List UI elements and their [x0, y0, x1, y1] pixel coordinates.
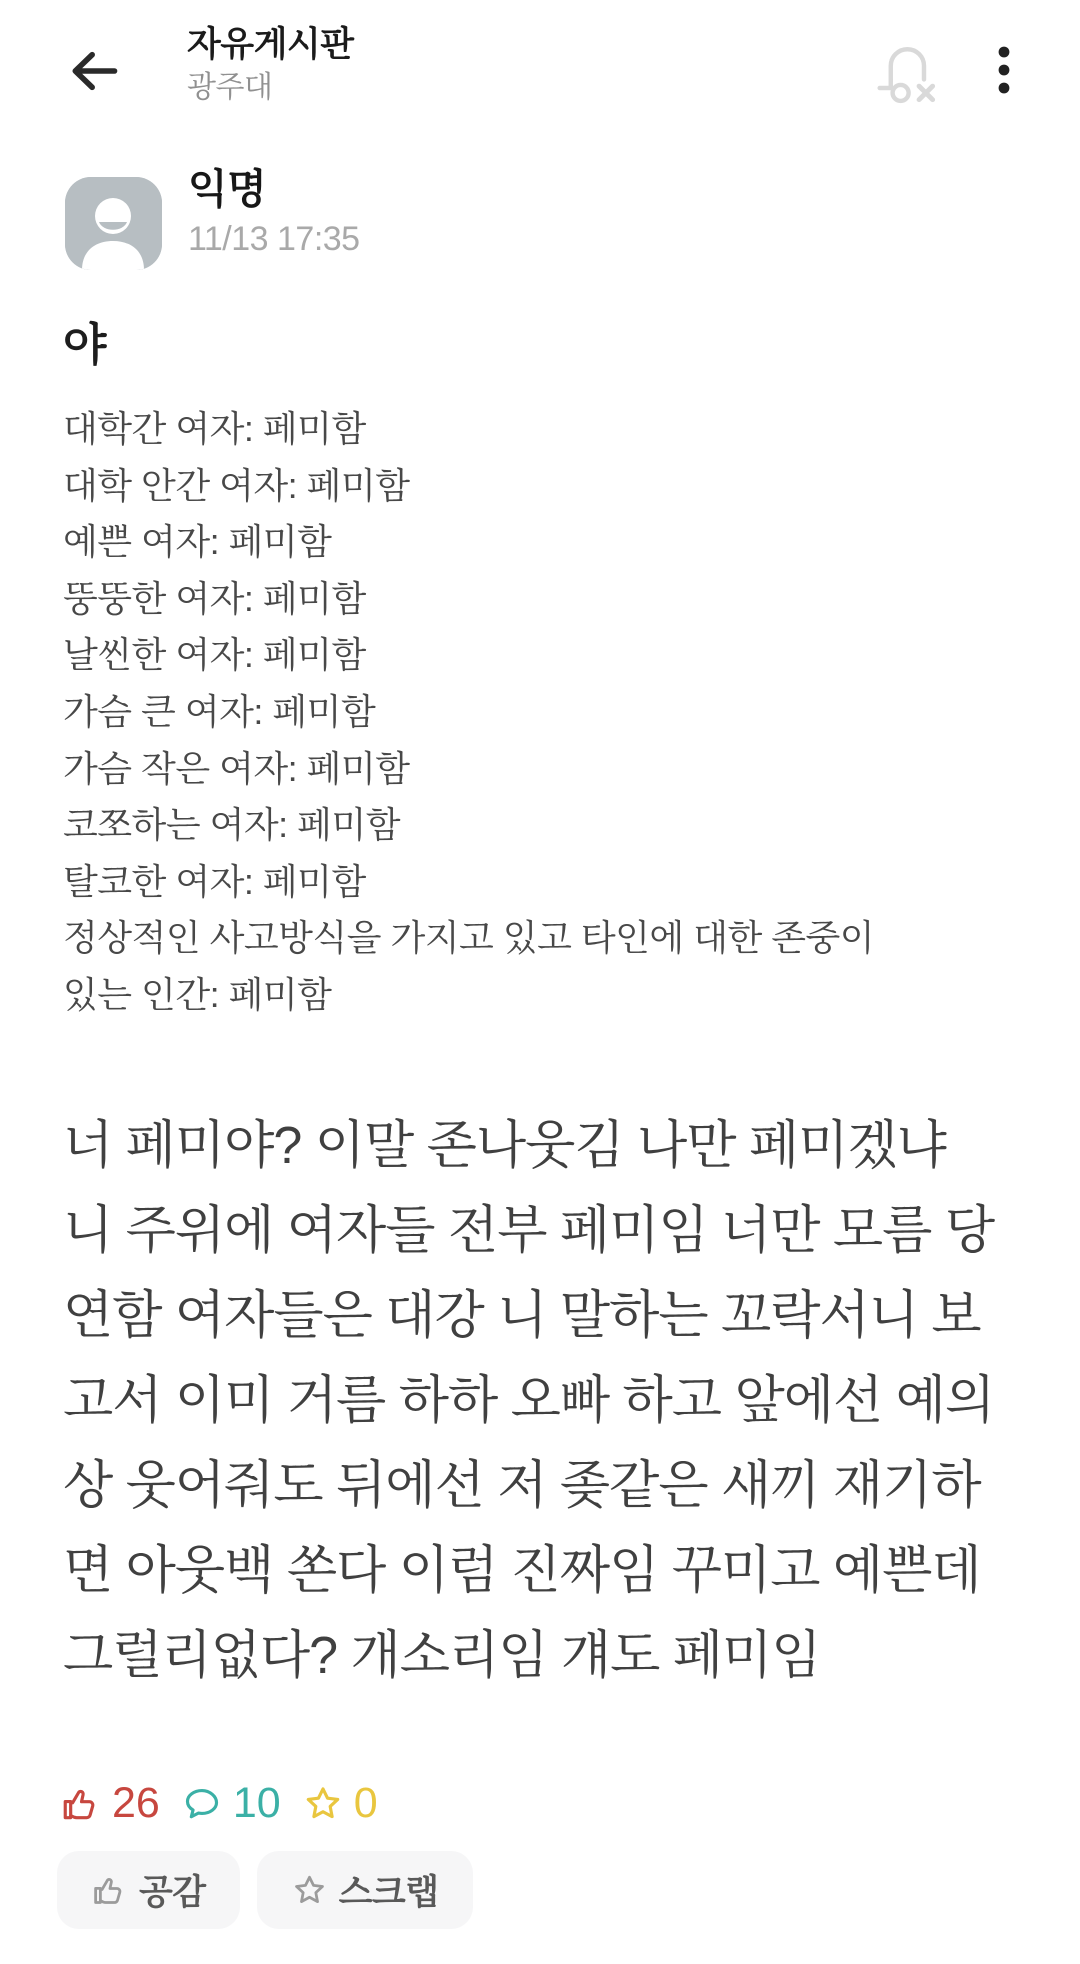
back-button[interactable]: [62, 40, 126, 104]
text-line: 가슴 큰 여자: 페미함: [63, 690, 376, 732]
post-body-paragraph: [63, 1104, 1053, 1699]
comment-count: [181, 1779, 281, 1827]
scrap-count-value: 0: [353, 1779, 378, 1827]
post-action-buttons: [57, 1851, 473, 1929]
like-button[interactable]: [57, 1851, 240, 1929]
post-stats-row: [60, 1779, 378, 1827]
text-line: 대학 안간 여자: 페미함: [63, 464, 410, 506]
comment-bubble-icon: [181, 1783, 223, 1825]
board-title: 자유게시판: [187, 25, 354, 64]
like-count-value: 26: [112, 1779, 160, 1827]
board-school: 광주대: [187, 71, 273, 104]
post-timestamp: 11/13 17:35: [188, 220, 360, 258]
text-line: 뚱뚱한 여자: 페미함: [63, 577, 366, 619]
back-arrow-icon: [65, 88, 123, 103]
text-line: 대학간 여자: 페미함: [63, 408, 366, 449]
text-line: 그럴리없다? 개소리임 걔도 페미임: [63, 1627, 821, 1685]
header-title-block: [187, 24, 354, 108]
like-count: [60, 1779, 160, 1827]
comment-count-value: 10: [232, 1779, 281, 1827]
text-line: 연함 여자들은 대강 니 말하는 꼬락서니 보: [63, 1287, 981, 1345]
scrap-count: [302, 1779, 378, 1827]
text-line: 코쪼하는 여자: 페미함: [63, 804, 400, 846]
kebab-menu-icon: [993, 87, 1015, 102]
text-line: 날씬한 여자: 페미함: [63, 634, 366, 676]
scrap-button[interactable]: [257, 1851, 473, 1929]
scrap-button-label: 스크랩: [338, 1873, 439, 1912]
notifications-off-button[interactable]: [872, 40, 944, 106]
text-line: 탈코한 여자: 페미함: [63, 860, 366, 902]
text-line: 정상적인 사고방식을 가지고 있고 타인에 대한 존중이: [63, 917, 875, 959]
bell-off-icon: [873, 92, 943, 107]
text-line: 예쁜 여자: 페미함: [63, 521, 332, 563]
thumbs-up-icon: [91, 1872, 128, 1909]
post-title: 야: [63, 319, 106, 370]
text-line: 상 웃어줘도 뒤에선 저 좆같은 새끼 재기하: [63, 1457, 981, 1515]
post-body-list: [63, 401, 1028, 1024]
star-icon: [291, 1872, 328, 1909]
avatar: [65, 177, 162, 270]
author-name: 익명: [188, 166, 267, 212]
text-line: 너 페미야? 이말 존나웃김 나만 페미겠냐: [63, 1117, 946, 1175]
text-line: 면 아웃백 쏜다 이럼 진짜임 꾸미고 예쁜데: [63, 1542, 981, 1600]
text-line: 고서 이미 거름 하하 오빠 하고 앞에선 예의: [63, 1372, 995, 1430]
text-line: 있는 인간: 페미함: [63, 973, 332, 1015]
text-line: 니 주위에 여자들 전부 페미임 너만 모름 당: [63, 1202, 995, 1260]
like-button-label: 공감: [139, 1873, 206, 1912]
text-line: 가슴 작은 여자: 페미함: [63, 747, 410, 789]
more-menu-button[interactable]: [980, 42, 1028, 102]
star-icon: [302, 1783, 344, 1825]
thumbs-up-icon: [60, 1783, 102, 1825]
